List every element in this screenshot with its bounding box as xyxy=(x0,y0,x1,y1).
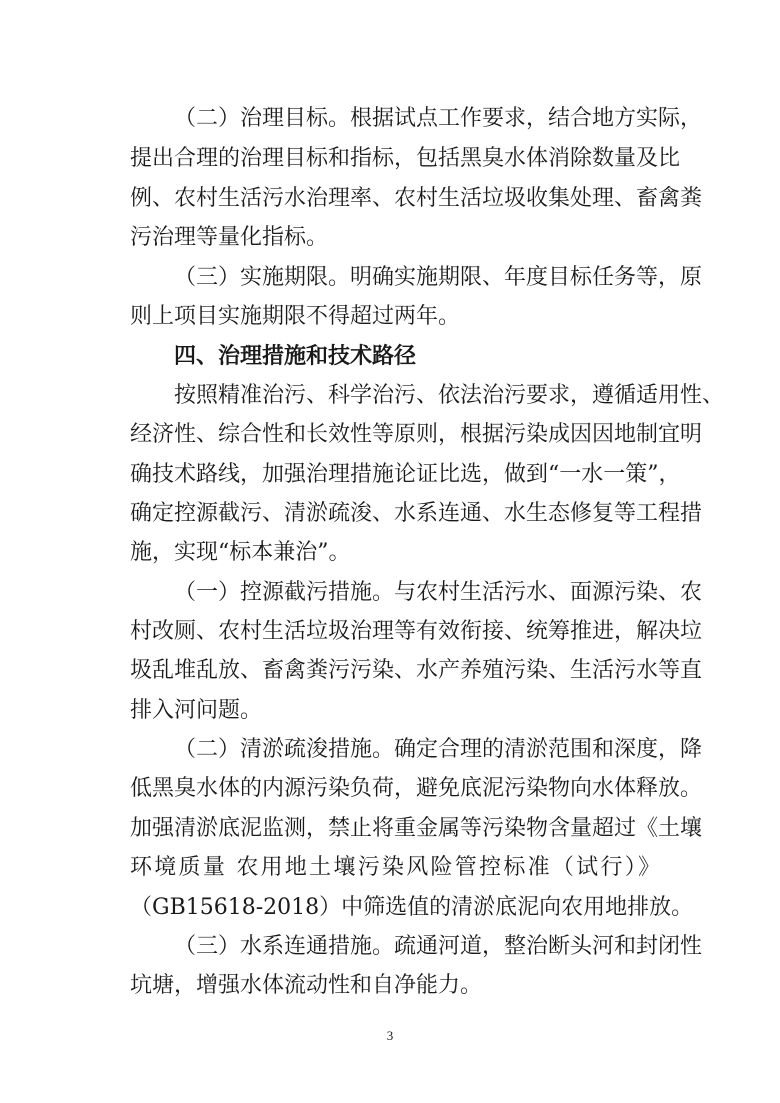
paragraph-line: 则上项目实施期限不得超过两年。 xyxy=(130,304,461,329)
paragraph-line: 施，实现“标本兼治”。 xyxy=(130,540,351,565)
section-heading: 四、治理措施和技术路径 xyxy=(174,344,417,369)
paragraph-line: （一）控源截污措施。与农村生活污水、面源污染、农 xyxy=(174,580,703,605)
paragraph-line: 排入河问题。 xyxy=(130,698,263,723)
paragraph-line: 圾乱堆乱放、畜禽粪污污染、水产养殖污染、生活污水等直 xyxy=(130,658,703,683)
paragraph-line: 提出合理的治理目标和指标，包括黑臭水体消除数量及比 xyxy=(130,146,681,171)
paragraph-line: 坑塘，增强水体流动性和自净能力。 xyxy=(130,973,483,998)
paragraph-line: 污治理等量化指标。 xyxy=(130,225,329,250)
paragraph-line: 确技术路线，加强治理措施论证比选，做到“一水一策”， xyxy=(130,462,681,487)
paragraph-line: （三）实施期限。明确实施期限、年度目标任务等，原 xyxy=(174,265,703,290)
paragraph-line: （GB15618-2018）中筛选值的清淤底泥向农用地排放。 xyxy=(130,895,694,920)
paragraph-line: 低黑臭水体的内源污染负荷，避免底泥污染物向水体释放。 xyxy=(130,776,703,801)
paragraph-line: 按照精准治污、科学治污、依法治污要求，遵循适用性、 xyxy=(174,383,725,408)
paragraph-line: 经济性、综合性和长效性等原则，根据污染成因因地制宜明 xyxy=(130,422,703,447)
paragraph-line: （二）清淤疏浚措施。确定合理的清淤范围和深度，降 xyxy=(174,737,703,762)
paragraph-line: 村改厕、农村生活垃圾治理等有效衔接、统筹推进，解决垃 xyxy=(130,619,703,644)
page-number: 3 xyxy=(386,1028,394,1043)
paragraph-line: 确定控源截污、清淤疏浚、水系连通、水生态修复等工程措 xyxy=(130,501,703,526)
paragraph-line: （二）治理目标。根据试点工作要求，结合地方实际， xyxy=(174,106,703,131)
paragraph-line: （三）水系连通措施。疏通河道，整治断头河和封闭性 xyxy=(174,934,703,959)
paragraph-line: 加强清淤底泥监测，禁止将重金属等污染物含量超过《土壤 xyxy=(130,816,703,841)
paragraph-line: 环境质量 农用地土壤污染风险管控标准（试行）》 xyxy=(130,855,660,880)
paragraph-line: 例、农村生活污水治理率、农村生活垃圾收集处理、畜禽粪 xyxy=(130,186,703,211)
